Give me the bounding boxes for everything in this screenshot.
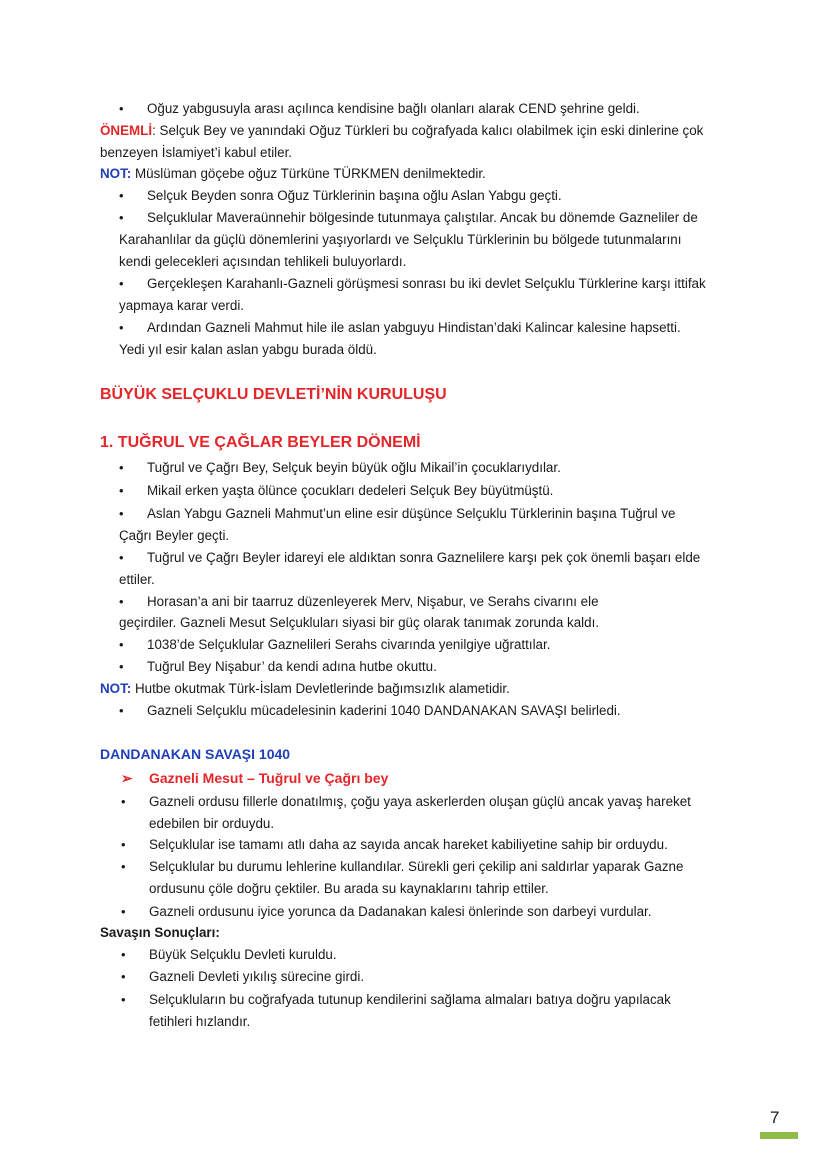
bullet-text-cont: Yedi yıl esir kalan aslan yabgu burada öldü. xyxy=(119,342,377,357)
onemli-label: ÖNEMLİ xyxy=(100,123,153,138)
bullet: • xyxy=(121,992,126,1007)
bullet: • xyxy=(121,947,126,962)
bullet-text-cont: geçirdiler. Gazneli Mesut Selçukluları siyasi bir güç olarak tanımak zorunda kaldı. xyxy=(119,615,600,630)
bullet-text: Selçuklular bu durumu lehlerine kullandılar. Sürekli geri çekilip ani saldırlar yaparak Gazne xyxy=(149,859,684,874)
bullet: • xyxy=(119,550,124,565)
note-label: NOT: xyxy=(100,681,132,696)
results-label: Savaşın Sonuçları: xyxy=(100,925,220,940)
bullet-text-cont: yapmaya karar verdi. xyxy=(119,298,245,313)
bullet-text-cont: Çağrı Beyler geçti. xyxy=(119,528,230,543)
bullet-text: Tuğrul ve Çağrı Bey, Selçuk beyin büyük oğlu Mikail’in çocuklarıydılar. xyxy=(147,460,561,475)
arrow-item-text: Gazneli Mesut – Tuğrul ve Çağrı bey xyxy=(149,770,389,786)
bullet-text: Gazneli ordusu fillerle donatılmış, çoğu yaya askerlerden oluşan güçlü ancak yavaş hareket xyxy=(149,794,691,809)
section-heading: BÜYÜK SELÇUKLU DEVLETİ’NİN KURULUŞU xyxy=(100,386,447,403)
bullet: • xyxy=(121,859,126,874)
bullet: • xyxy=(119,483,124,498)
bullet-text: Gazneli Devleti yıkılış sürecine girdi. xyxy=(149,969,365,984)
bullet: • xyxy=(119,320,124,335)
onemli-line xyxy=(100,122,703,140)
bullet-text: Selçuk Beyden sonra Oğuz Türklerinin başına oğlu Aslan Yabgu geçti. xyxy=(147,188,562,203)
bullet-text-cont: fetihleri hızlandır. xyxy=(149,1014,251,1029)
onemli-text-cont: benzeyen İslamiyet’i kabul etiler. xyxy=(100,145,293,160)
bullet-text: Selçukluların bu coğrafyada tutunup kendilerini sağlama almaları batıya doğru yapılacak xyxy=(149,992,671,1007)
bullet-text: Selçuklular ise tamamı atlı daha az sayıda ancak hareket kabiliyetine sahip bir orduydu. xyxy=(149,837,668,852)
bullet: • xyxy=(119,594,124,609)
bullet-text: Büyük Selçuklu Devleti kuruldu. xyxy=(149,947,337,962)
bullet-text: Gazneli ordusunu iyice yorunca da Dadanakan kalesi önlerinde son darbeyi vurdular. xyxy=(149,904,652,919)
arrow-bullet-icon: ➢ xyxy=(121,770,133,786)
note-line xyxy=(100,680,510,698)
bullet-text: Selçuklular Maveraünnehir bölgesinde tutunmaya çalıştılar. Ancak bu dönemde Gazneliler de xyxy=(147,210,698,225)
bullet-text: Gazneli Selçuklu mücadelesinin kaderini 1040 DANDANAKAN SAVAŞI belirledi. xyxy=(147,703,621,718)
note-line xyxy=(100,165,486,183)
bullet-text-cont: edebilen bir orduydu. xyxy=(149,816,275,831)
bullet-text: Mikail erken yaşta ölünce çocukları dedeleri Selçuk Bey büyütmüştü. xyxy=(147,483,554,498)
bullet: • xyxy=(119,506,124,521)
bullet: • xyxy=(121,969,126,984)
subsection-heading: 1. TUĞRUL VE ÇAĞLAR BEYLER DÖNEMİ xyxy=(100,434,421,451)
bullet-text: Gerçekleşen Karahanlı-Gazneli görüşmesi sonrası bu iki devlet Selçuklu Türklerine karşı ittifak xyxy=(147,276,706,291)
note-text: Müslüman göçebe oğuz Türküne TÜRKMEN denilmektedir. xyxy=(131,166,486,181)
bullet-text: Tuğrul ve Çağrı Beyler idareyi ele aldıktan sonra Gaznelilere karşı pek çok önemli başarı elde xyxy=(147,550,701,565)
bullet-text-cont: ettiler. xyxy=(119,572,155,587)
bullet: • xyxy=(119,460,124,475)
onemli-text: : Selçuk Bey ve yanındaki Oğuz Türkleri bu coğrafyada kalıcı olabilmek için eski dinlerine çok xyxy=(152,123,704,138)
bullet: • xyxy=(119,101,124,116)
bullet-text: Ardından Gazneli Mahmut hile ile aslan yabguyu Hindistan’daki Kalincar kalesine hapsetti. xyxy=(147,320,681,335)
note-text: Hutbe okutmak Türk-İslam Devletlerinde bağımsızlık alametidir. xyxy=(131,681,510,696)
bullet-text: 1038’de Selçuklular Gaznelileri Serahs civarında yenilgiye uğrattılar. xyxy=(147,637,551,652)
bullet: • xyxy=(119,276,124,291)
bullet: • xyxy=(119,188,124,203)
note-label: NOT: xyxy=(100,166,132,181)
bullet: • xyxy=(121,794,126,809)
bullet-text-cont: ordusunu çöle doğru çektiler. Bu arada su kaynaklarını tahrip ettiler. xyxy=(149,881,549,896)
bullet-text-cont: Karahanlılar da güçlü dönemlerini yaşıyorlardı ve Selçuklu Türklerinin bu bölgede tutunmalarını xyxy=(119,232,682,247)
bullet-text: Tuğrul Bey Nişabur’ da kendi adına hutbe okuttu. xyxy=(147,659,437,674)
bullet: • xyxy=(119,659,124,674)
bullet: • xyxy=(119,210,124,225)
bullet: • xyxy=(119,637,124,652)
bullet: • xyxy=(119,703,124,718)
bullet-text-cont: kendi gelecekleri açısından tehlikeli buluyorlardı. xyxy=(119,254,407,269)
dandanakan-heading: DANDANAKAN SAVAŞI 1040 xyxy=(100,746,291,762)
page-number-bar xyxy=(760,1132,798,1139)
bullet: • xyxy=(121,837,126,852)
bullet: • xyxy=(121,904,126,919)
bullet-text: Aslan Yabgu Gazneli Mahmut’un eline esir düşünce Selçuklu Türklerinin başına Tuğrul ve xyxy=(147,506,676,521)
bullet-text: Horasan’a ani bir taarruz düzenleyerek Merv, Nişabur, ve Serahs civarını ele xyxy=(147,594,599,609)
page-number: 7 xyxy=(770,1108,780,1127)
bullet-text: Oğuz yabgusuyla arası açılınca kendisine bağlı olanları alarak CEND şehrine geldi. xyxy=(147,101,640,116)
